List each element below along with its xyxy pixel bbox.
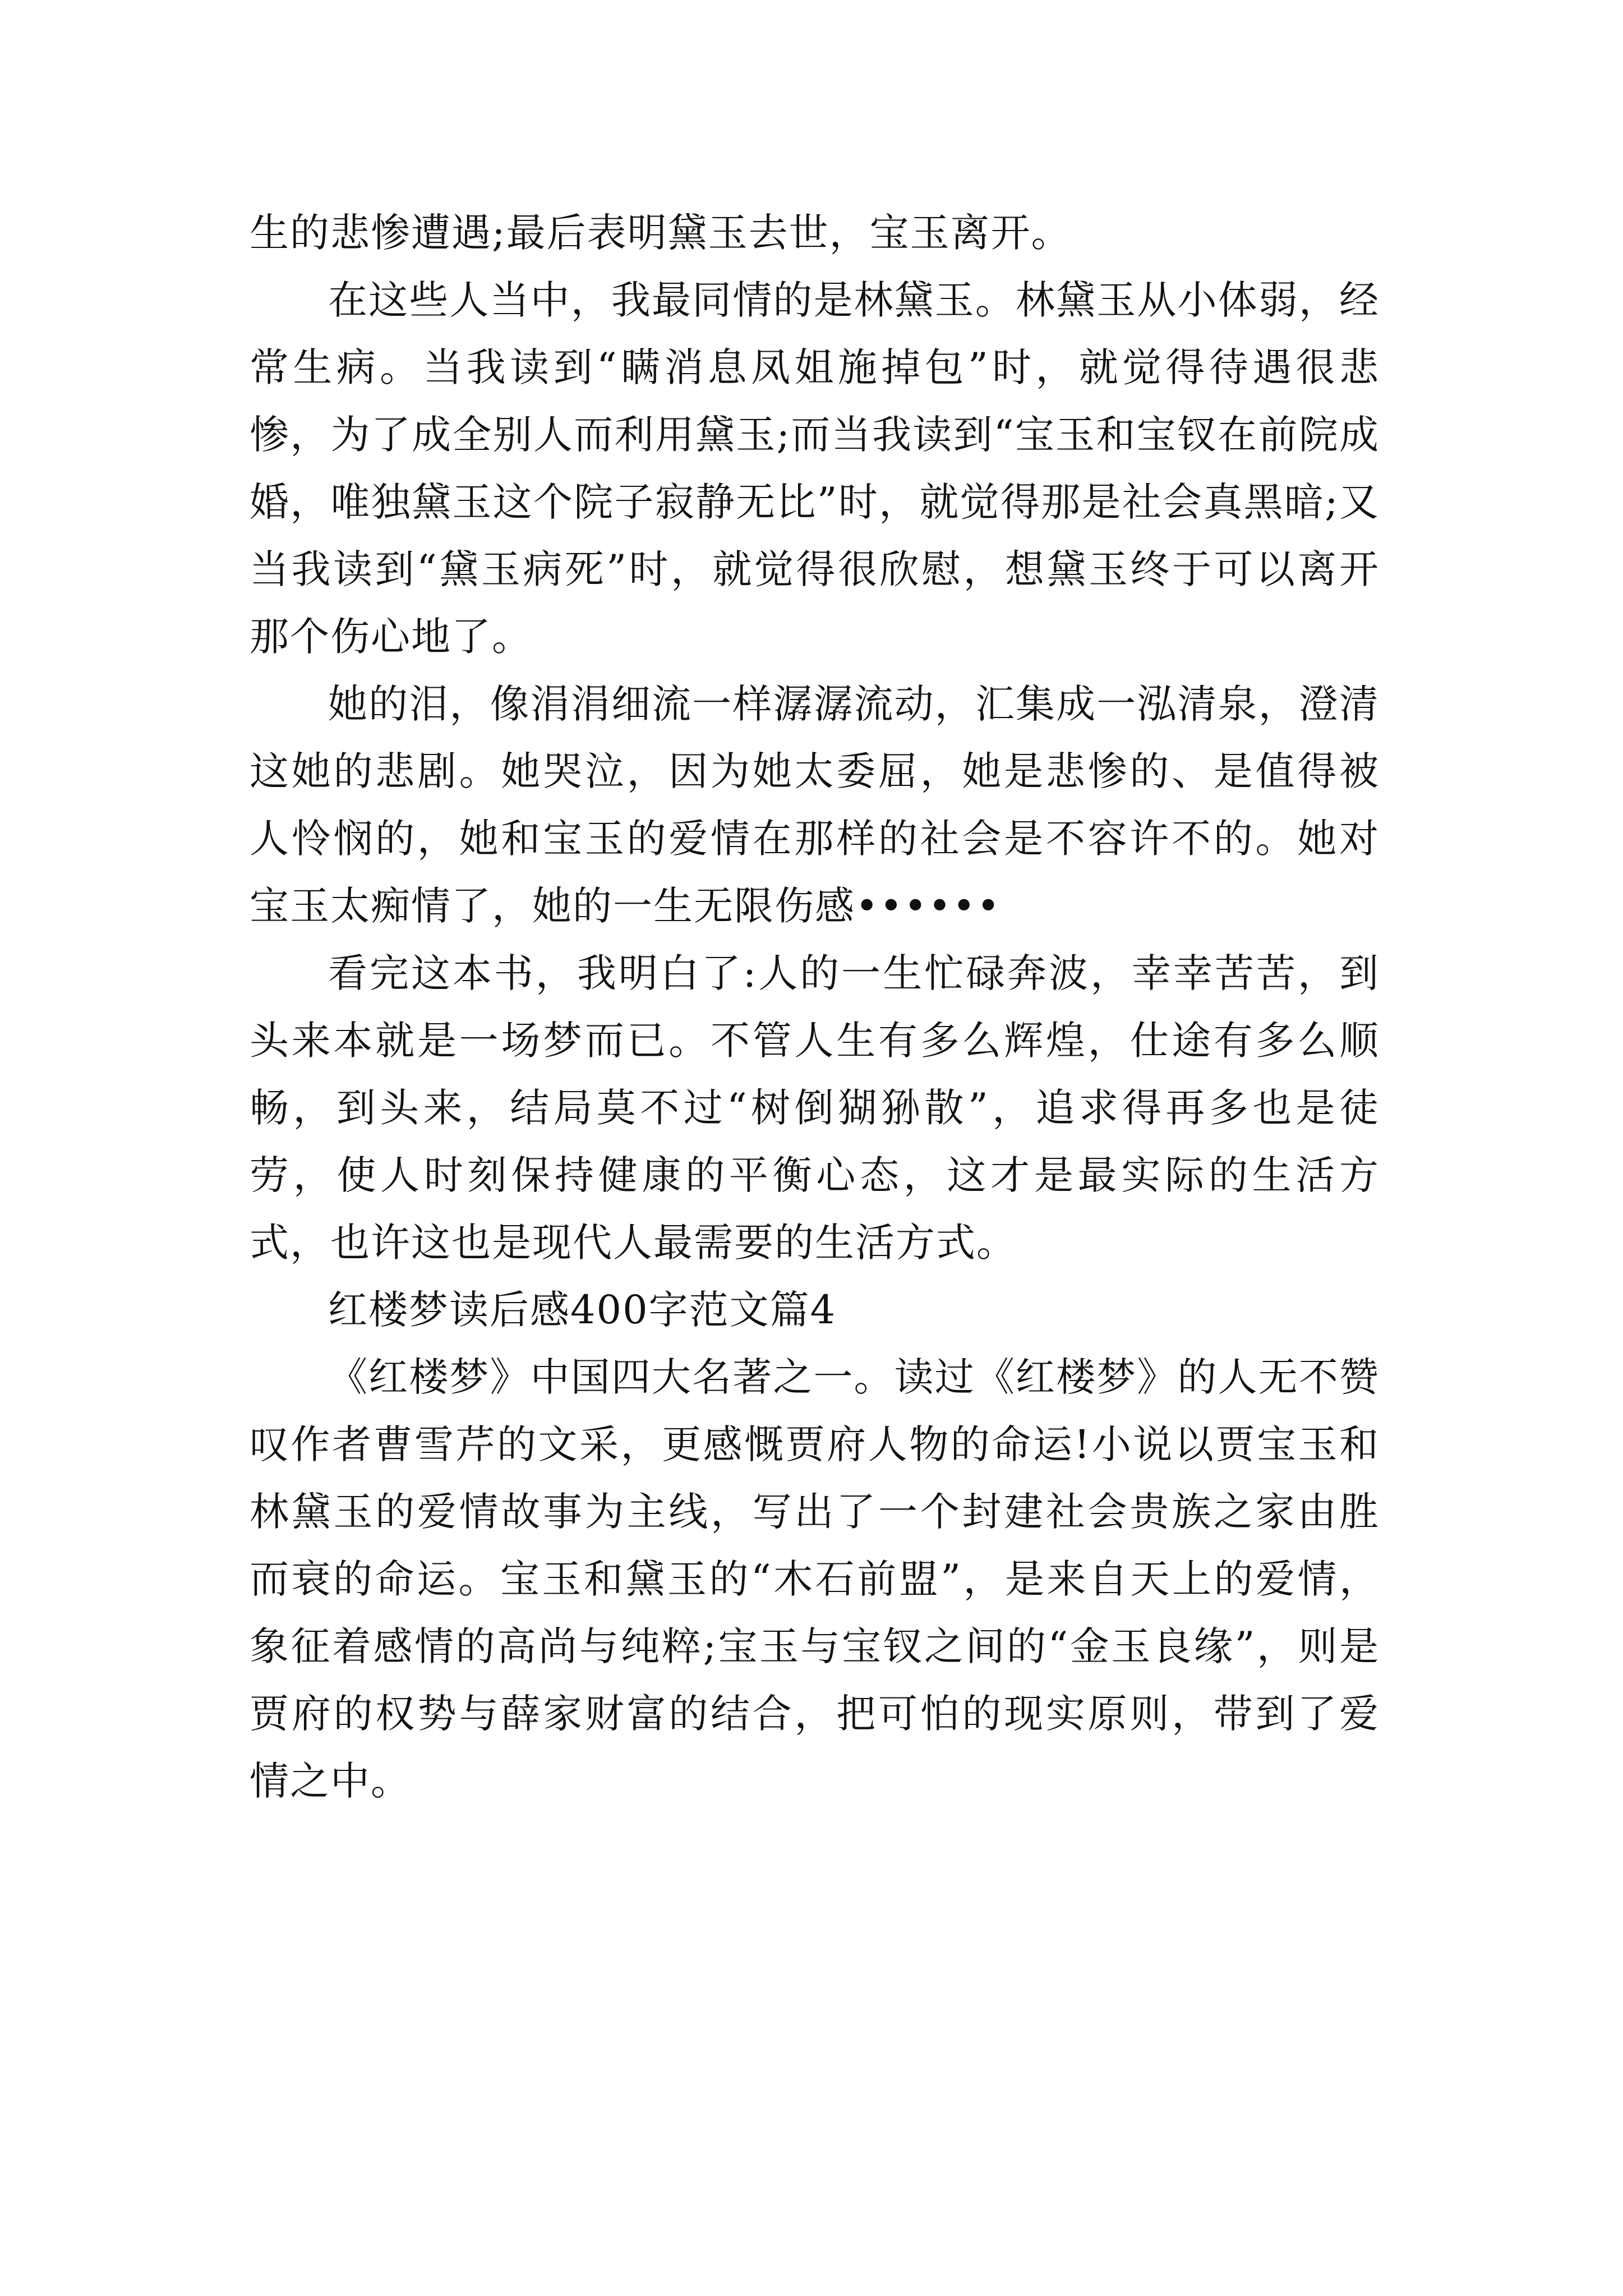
paragraph-her-tears: 她的泪，像涓涓细流一样潺潺流动，汇集成一泓清泉，澄清这她的悲剧。她哭泣，因为她太委屈，她是悲惨的、是值得被人怜悯的，她和宝玉的爱情在那样的社会是不容许不的。她对宝玉太痴情了，她的一生无限伤感•••••• xyxy=(250,681,1380,929)
section-heading: 红楼梦读后感400字范文篇4 xyxy=(328,1287,837,1333)
document-body xyxy=(250,199,1380,1815)
paragraph-novel-intro: 《红楼梦》中国四大名著之一。读过《红楼梦》的人无不赞叹作者曹雪芹的文采，更感慨贾府人物的命运!小说以贾宝玉和林黛玉的爱情故事为主线，写出了一个封建社会贵族之家由胜而衰的命运。宝玉和黛玉的“木石前盟”，是来自天上的爱情，象征着感情的高尚与纯粹;宝玉与宝钗之间的“金玉良缘”，则是贾府的权势与薛家财富的结合，把可怕的现实原则，带到了爱情之中。 xyxy=(250,1354,1380,1804)
paragraph-continuation: 生的悲惨遭遇;最后表明黛玉去世，宝玉离开。 xyxy=(250,210,1072,256)
paragraph-lin-daiyu-sympathy: 在这些人当中，我最同情的是林黛玉。林黛玉从小体弱，经常生病。当我读到“瞒消息凤姐施掉包”时，就觉得待遇很悲惨，为了成全别人而利用黛玉;而当我读到“宝玉和宝钗在前院成婚，唯独黛玉这个院子寂静无比”时，就觉得那是社会真黑暗;又当我读到“黛玉病死”时，就觉得很欣慰，想黛玉终于可以离开那个伤心地了。 xyxy=(250,277,1380,660)
paragraph-after-reading: 看完这本书，我明白了:人的一生忙碌奔波，幸幸苦苦，到头来本就是一场梦而已。不管人生有多么辉煌，仕途有多么顺畅，到头来，结局莫不过“树倒猢狲散”，追求得再多也是徒劳，使人时刻保持健康的平衡心态，这才是最实际的生活方式，也许这也是现代人最需要的生活方式。 xyxy=(250,950,1380,1266)
